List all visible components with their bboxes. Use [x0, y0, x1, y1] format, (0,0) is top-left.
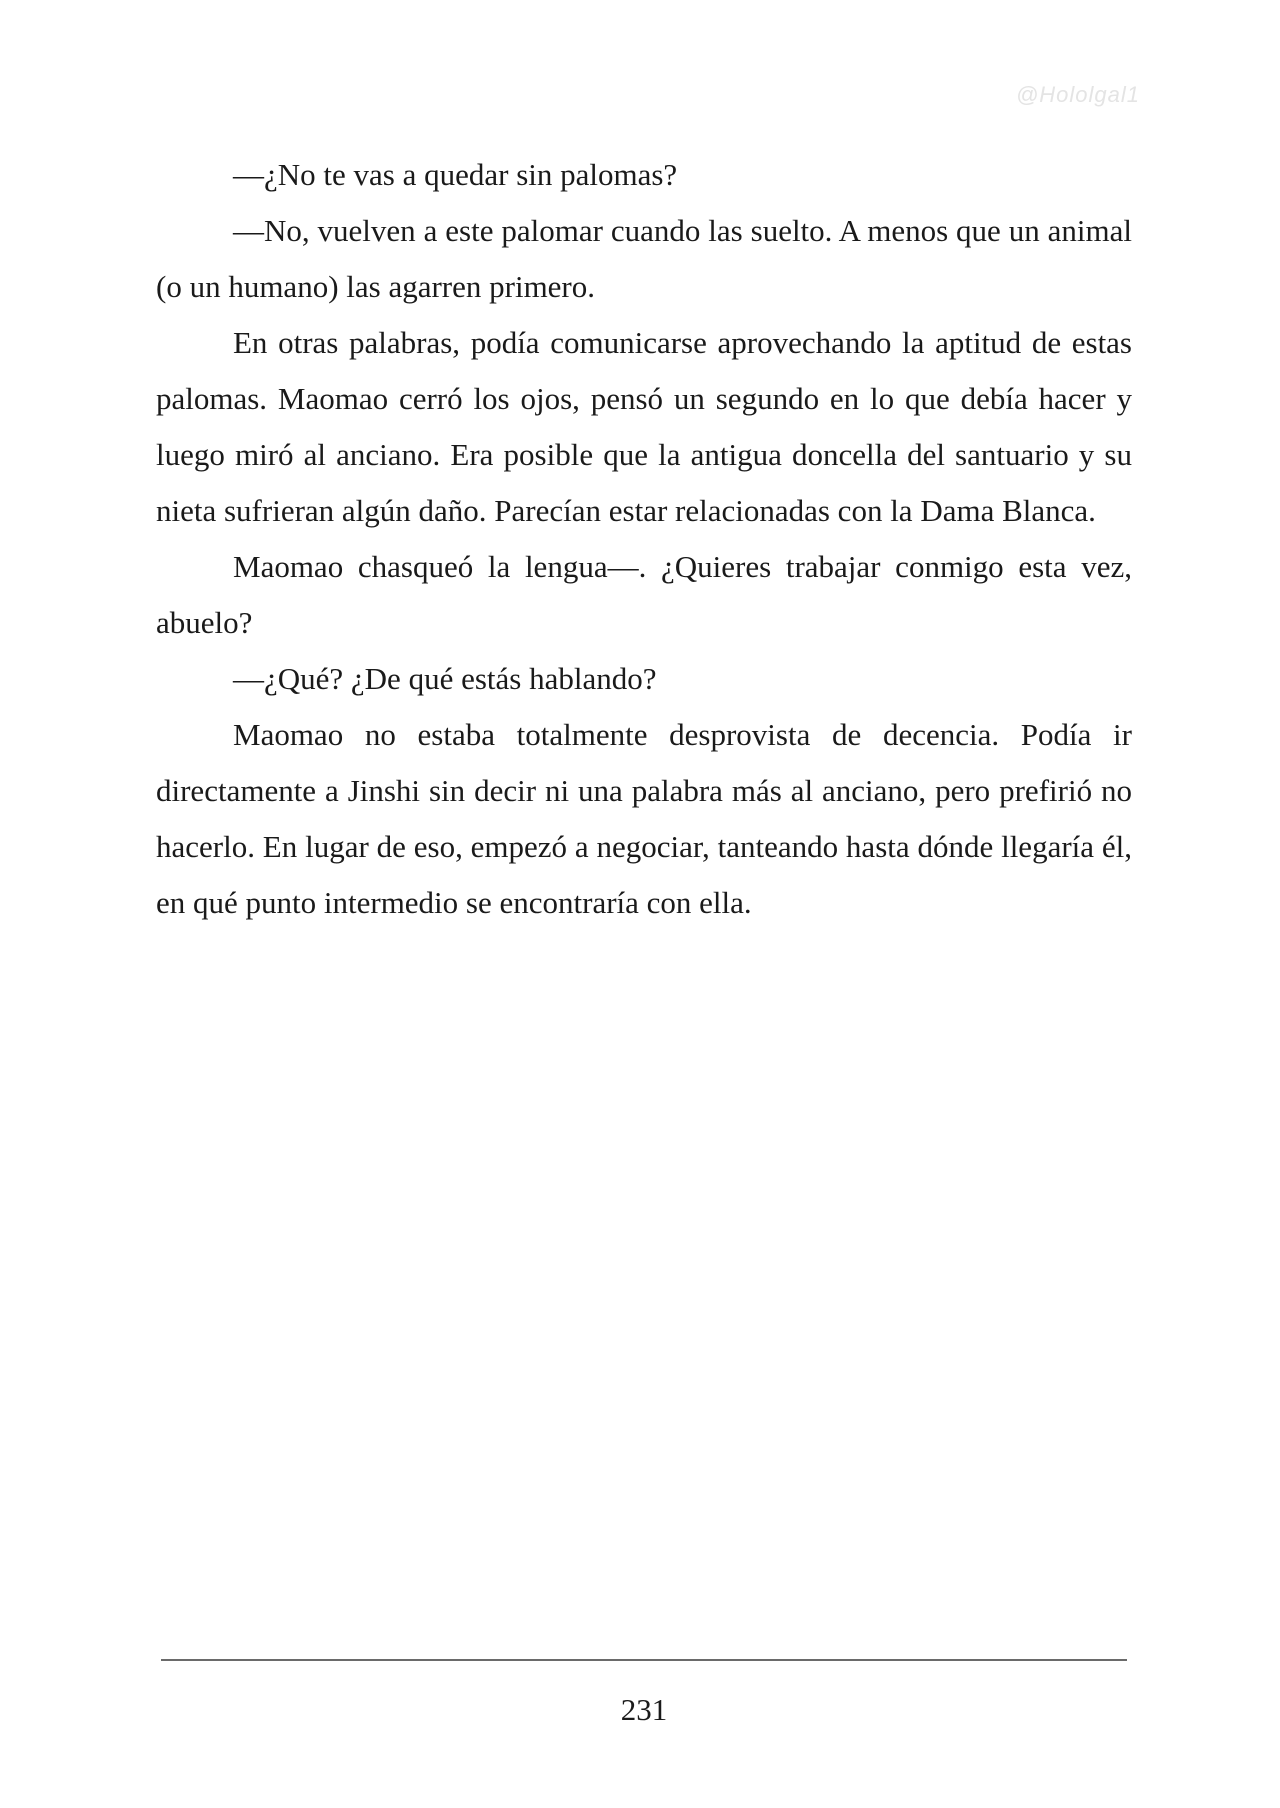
- paragraph: —¿Qué? ¿De qué estás hablando?: [233, 661, 657, 696]
- paragraph: —No, vuelven a este palomar cuando las suelto. A menos que un animal (o un humano) las agarren primero.: [156, 213, 1132, 304]
- paragraph: En otras palabras, podía comunicarse aprovechando la aptitud de estas palomas. Maomao cerró los ojos, pensó un segundo en lo que debía hacer y luego miró al anciano. Era posible que la antigua doncella del santuario y su nieta sufrieran algún daño. Parecían estar relacionadas con la Dama Blanca.: [156, 325, 1132, 528]
- paragraph: Maomao chasqueó la lengua—. ¿Quieres trabajar conmigo esta vez, abuelo?: [156, 549, 1132, 640]
- footer-divider: [161, 1659, 1127, 1661]
- page-number: 231: [620, 1692, 668, 1727]
- paragraph: Maomao no estaba totalmente desprovista de decencia. Podía ir directamente a Jinshi sin decir ni una palabra más al anciano, pero prefirió no hacerlo. En lugar de eso, empezó a negociar, tanteando hasta dónde llegaría él, en qué punto intermedio se encontraría con ella.: [156, 717, 1132, 920]
- page-body: [156, 147, 1132, 931]
- paragraph: —¿No te vas a quedar sin palomas?: [233, 157, 678, 192]
- watermark: @Hololgal1: [1015, 82, 1140, 107]
